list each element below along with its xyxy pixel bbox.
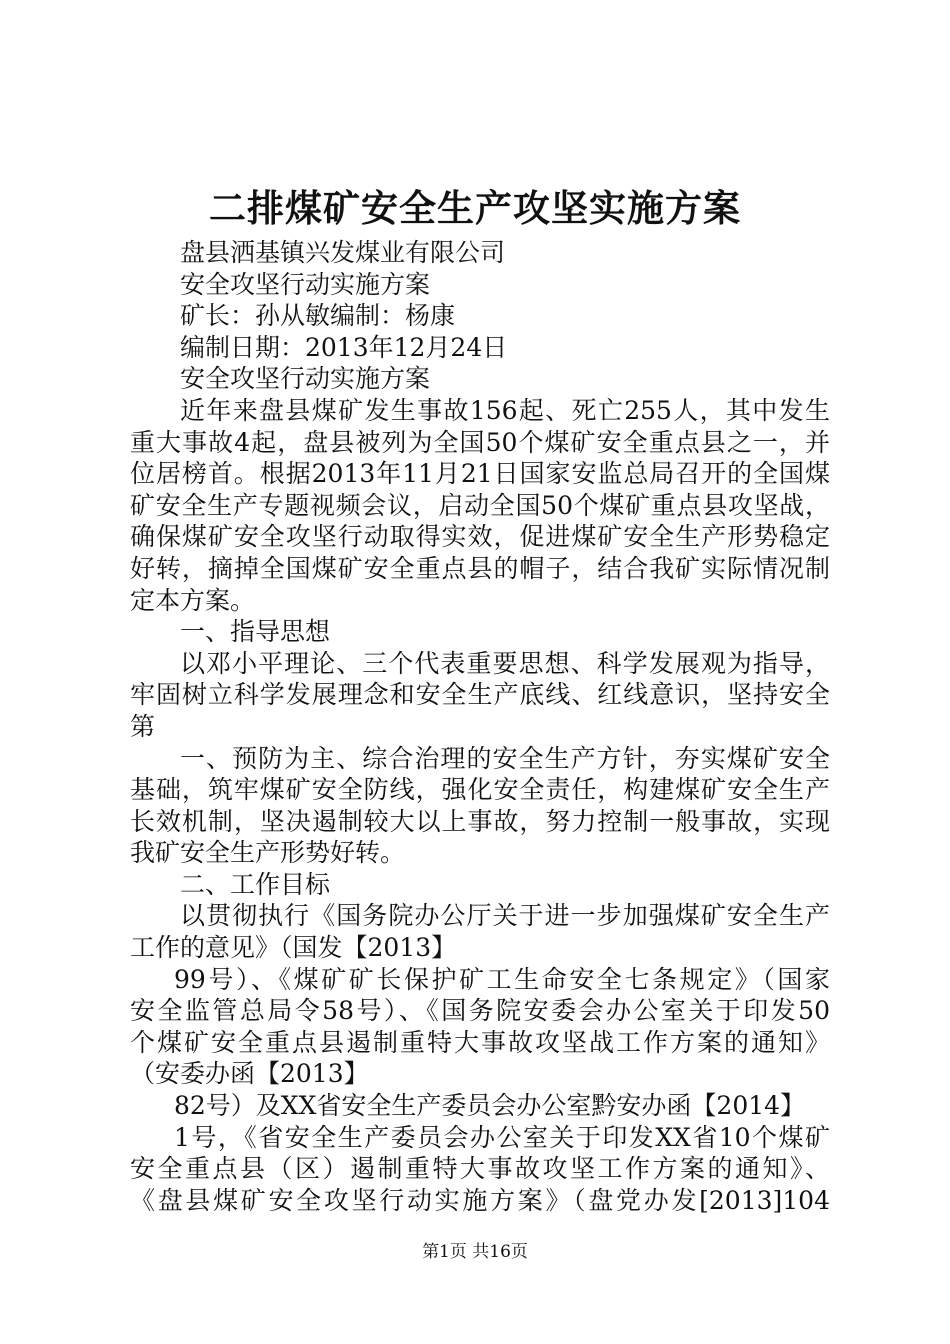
body-line: 我矿安全生产形势好转。 (130, 838, 406, 868)
body-line: 第 (130, 711, 156, 741)
body-line: 矿安全生产专题视频会议，启动全国50个煤矿重点县攻坚战， (130, 490, 830, 520)
body-line: 1号，《省安全生产委员会办公室关于印发XX省10个煤矿 (174, 1122, 830, 1152)
body-line: 盘县洒基镇兴发煤业有限公司 (180, 238, 506, 267)
document-body (130, 237, 830, 1216)
body-line: 定本方案。 (130, 585, 256, 615)
body-line: 矿长：孙从敏编制：杨康 (180, 301, 456, 331)
body-line: 位居榜首。根据2013年11月21日国家安监总局召开的全国煤 (130, 459, 830, 489)
body-line: 一、预防为主、综合治理的安全生产方针，夯实煤矿安全 (180, 743, 830, 773)
body-line: 安全监管总局令58号）、《国务院安委会办公室关于印发50 (130, 996, 830, 1026)
body-line: 一、指导思想 (180, 617, 331, 647)
body-line: 安全重点县（区）遏制重特大事故攻坚工作方案的通知》、 (130, 1154, 830, 1184)
body-line: 以邓小平理论、三个代表重要思想、科学发展观为指导， (180, 648, 830, 678)
body-line: 82号）及XX省安全生产委员会办公室黔安办函【2014】 (174, 1091, 806, 1121)
body-line: 长效机制，坚决遏制较大以上事故，努力控制一般事故，实现 (130, 806, 830, 836)
document-title: 二排煤矿安全生产攻坚实施方案 (209, 186, 741, 230)
body-line: 安全攻坚行动实施方案 (180, 364, 431, 394)
body-line: 以贯彻执行《国务院办公厅关于进一步加强煤矿安全生产 (180, 901, 830, 931)
body-line: 99号）、《煤矿矿长保护矿工生命安全七条规定》（国家 (174, 964, 830, 994)
body-line: 近年来盘县煤矿发生事故156起、死亡255人，其中发生 (180, 395, 830, 425)
body-line: 个煤矿安全重点县遏制重特大事故攻坚战工作方案的通知》 (130, 1027, 830, 1057)
body-line: 基础，筑牢煤矿安全防线，强化安全责任，构建煤矿安全生产 (130, 775, 830, 805)
body-line: 工作的意见》（国发【2013】 (130, 933, 457, 963)
page-footer: 第1页 共16页 (422, 1242, 528, 1262)
body-line: 安全攻坚行动实施方案 (180, 269, 431, 299)
body-line: 重大事故4起，盘县被列为全国50个煤矿安全重点县之一，并 (130, 427, 830, 457)
body-line: 牢固树立科学发展理念和安全生产底线、红线意识，坚持安全 (130, 680, 830, 710)
body-line: 《盘县煤矿安全攻坚行动实施方案》（盘党办发[2013]104 (130, 1185, 830, 1215)
body-line: 编制日期：2013年12月24日 (180, 332, 508, 362)
body-line: 确保煤矿安全攻坚行动取得实效，促进煤矿安全生产形势稳定 (130, 522, 830, 552)
body-line: 二、工作目标 (180, 869, 331, 899)
body-line: （安委办函【2013】 (130, 1059, 369, 1089)
body-line: 好转，摘掉全国煤矿安全重点县的帽子，结合我矿实际情况制 (130, 553, 830, 583)
